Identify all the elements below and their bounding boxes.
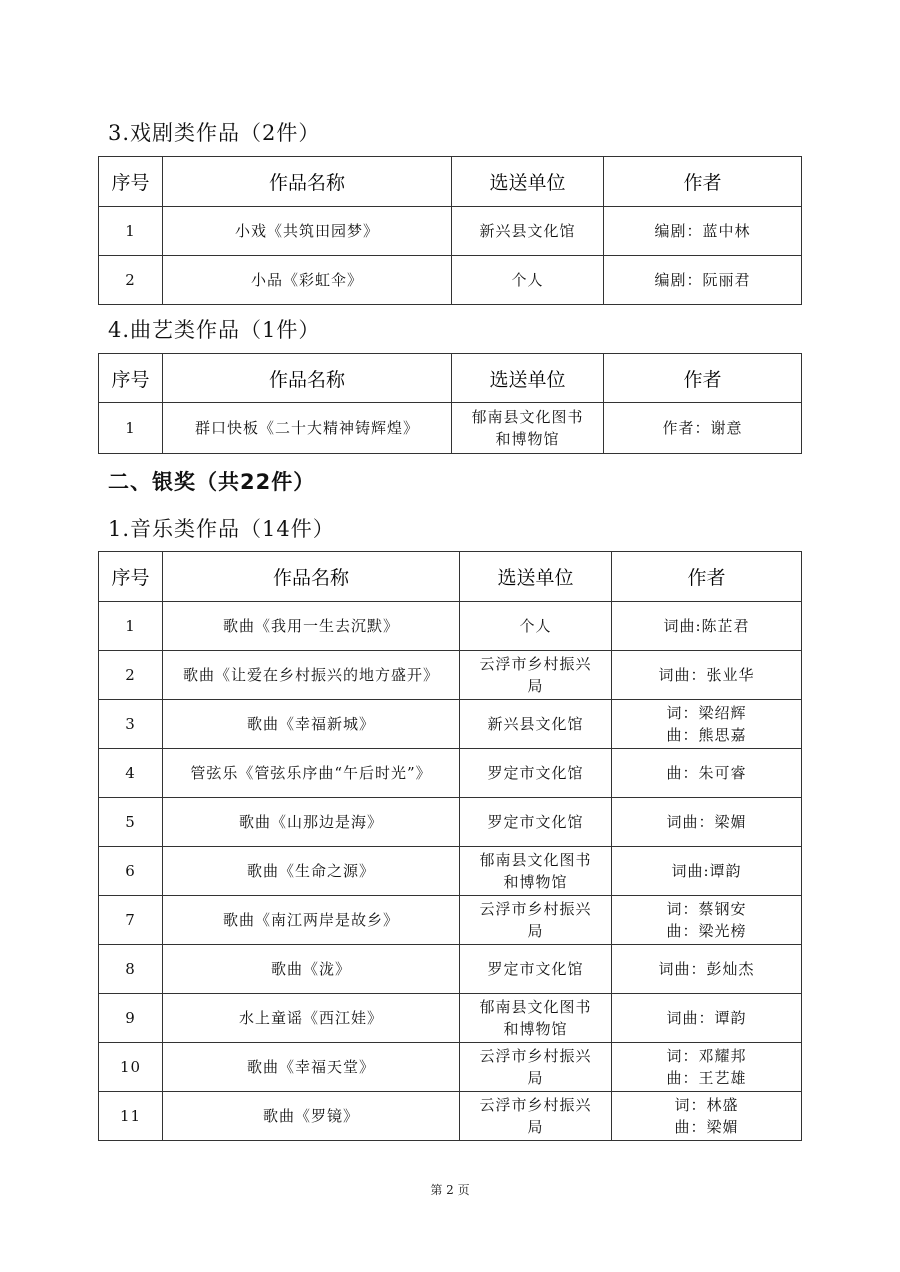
author-cell: 曲：朱可睿 xyxy=(612,749,802,798)
column-header-index: 序号 xyxy=(99,552,163,602)
table-row xyxy=(99,847,802,896)
column-header-index: 序号 xyxy=(99,157,163,207)
table-body xyxy=(99,403,802,454)
column-header-title: 作品名称 xyxy=(163,354,452,403)
table-row xyxy=(99,256,802,305)
row-index-cell: 4 xyxy=(99,749,163,798)
author-cell: 词曲：张业华 xyxy=(612,651,802,700)
quyi-table xyxy=(98,353,802,454)
row-index-cell: 11 xyxy=(99,1092,163,1141)
work-title-cell: 小戏《共筑田园梦》 xyxy=(163,207,452,256)
table-header-row xyxy=(99,157,802,207)
table-row xyxy=(99,945,802,994)
row-index-cell: 10 xyxy=(99,1043,163,1092)
work-title-cell: 歌曲《山那边是海》 xyxy=(163,798,460,847)
table-row xyxy=(99,749,802,798)
row-index-cell: 7 xyxy=(99,896,163,945)
row-index-cell: 6 xyxy=(99,847,163,896)
table-header-row xyxy=(99,552,802,602)
table-row xyxy=(99,994,802,1043)
page-number: 第 2 页 xyxy=(430,1183,470,1197)
row-index-cell: 3 xyxy=(99,700,163,749)
table-row xyxy=(99,651,802,700)
column-header-author: 作者 xyxy=(612,552,802,602)
submitting-unit-cell: 云浮市乡村振兴 局 xyxy=(460,1043,612,1092)
author-cell: 词：蔡钢安 曲：梁光榜 xyxy=(612,896,802,945)
author-cell: 词曲：彭灿杰 xyxy=(612,945,802,994)
author-cell: 词：林盛 曲：梁媚 xyxy=(612,1092,802,1141)
table-row xyxy=(99,896,802,945)
table-row xyxy=(99,798,802,847)
column-header-author: 作者 xyxy=(604,354,802,403)
table-row xyxy=(99,602,802,651)
submitting-unit-cell: 郁南县文化图书 和博物馆 xyxy=(460,994,612,1043)
submitting-unit-cell: 云浮市乡村振兴 局 xyxy=(460,1092,612,1141)
table-row xyxy=(99,403,802,454)
work-title-cell: 管弦乐《管弦乐序曲“午后时光”》 xyxy=(163,749,460,798)
work-title-cell: 歌曲《幸福新城》 xyxy=(163,700,460,749)
submitting-unit-cell: 个人 xyxy=(460,602,612,651)
submitting-unit-cell: 罗定市文化馆 xyxy=(460,798,612,847)
submitting-unit-cell: 云浮市乡村振兴 局 xyxy=(460,896,612,945)
silver-award-heading: 二、银奖（共22件） xyxy=(108,470,316,494)
column-header-author: 作者 xyxy=(604,157,802,207)
submitting-unit-cell: 新兴县文化馆 xyxy=(452,207,604,256)
column-header-unit: 选送单位 xyxy=(460,552,612,602)
row-index-cell: 2 xyxy=(99,651,163,700)
submitting-unit-cell: 罗定市文化馆 xyxy=(460,749,612,798)
table-row xyxy=(99,1043,802,1092)
author-cell: 词曲:陈芷君 xyxy=(612,602,802,651)
author-cell: 编剧：蓝中林 xyxy=(604,207,802,256)
submitting-unit-cell: 郁南县文化图书 和博物馆 xyxy=(452,403,604,454)
quyi-section-heading: 4.曲艺类作品（1件） xyxy=(108,318,321,342)
work-title-cell: 歌曲《让爱在乡村振兴的地方盛开》 xyxy=(163,651,460,700)
row-index-cell: 1 xyxy=(99,602,163,651)
row-index-cell: 8 xyxy=(99,945,163,994)
table-body xyxy=(99,207,802,305)
work-title-cell: 歌曲《生命之源》 xyxy=(163,847,460,896)
music-table xyxy=(98,551,802,1141)
column-header-title: 作品名称 xyxy=(163,157,452,207)
author-cell: 作者：谢意 xyxy=(604,403,802,454)
author-cell: 词：梁绍辉 曲：熊思嘉 xyxy=(612,700,802,749)
submitting-unit-cell: 云浮市乡村振兴 局 xyxy=(460,651,612,700)
drama-table xyxy=(98,156,802,305)
drama-section-heading: 3.戏剧类作品（2件） xyxy=(108,121,321,145)
table-row xyxy=(99,1092,802,1141)
work-title-cell: 歌曲《泷》 xyxy=(163,945,460,994)
column-header-unit: 选送单位 xyxy=(452,354,604,403)
author-cell: 词曲：梁媚 xyxy=(612,798,802,847)
author-cell: 词：邓耀邦 曲：王艺雄 xyxy=(612,1043,802,1092)
work-title-cell: 歌曲《我用一生去沉默》 xyxy=(163,602,460,651)
row-index-cell: 2 xyxy=(99,256,163,305)
submitting-unit-cell: 郁南县文化图书 和博物馆 xyxy=(460,847,612,896)
work-title-cell: 小品《彩虹伞》 xyxy=(163,256,452,305)
row-index-cell: 5 xyxy=(99,798,163,847)
column-header-index: 序号 xyxy=(99,354,163,403)
author-cell: 编剧：阮丽君 xyxy=(604,256,802,305)
author-cell: 词曲:谭韵 xyxy=(612,847,802,896)
row-index-cell: 1 xyxy=(99,403,163,454)
work-title-cell: 歌曲《南江两岸是故乡》 xyxy=(163,896,460,945)
work-title-cell: 群口快板《二十大精神铸辉煌》 xyxy=(163,403,452,454)
table-body xyxy=(99,602,802,1141)
submitting-unit-cell: 个人 xyxy=(452,256,604,305)
column-header-unit: 选送单位 xyxy=(452,157,604,207)
work-title-cell: 歌曲《幸福天堂》 xyxy=(163,1043,460,1092)
table-header-row xyxy=(99,354,802,403)
table-row xyxy=(99,700,802,749)
submitting-unit-cell: 新兴县文化馆 xyxy=(460,700,612,749)
table-row xyxy=(99,207,802,256)
row-index-cell: 9 xyxy=(99,994,163,1043)
work-title-cell: 歌曲《罗镜》 xyxy=(163,1092,460,1141)
music-section-heading: 1.音乐类作品（14件） xyxy=(108,517,335,541)
row-index-cell: 1 xyxy=(99,207,163,256)
column-header-title: 作品名称 xyxy=(163,552,460,602)
work-title-cell: 水上童谣《西江娃》 xyxy=(163,994,460,1043)
submitting-unit-cell: 罗定市文化馆 xyxy=(460,945,612,994)
author-cell: 词曲：谭韵 xyxy=(612,994,802,1043)
